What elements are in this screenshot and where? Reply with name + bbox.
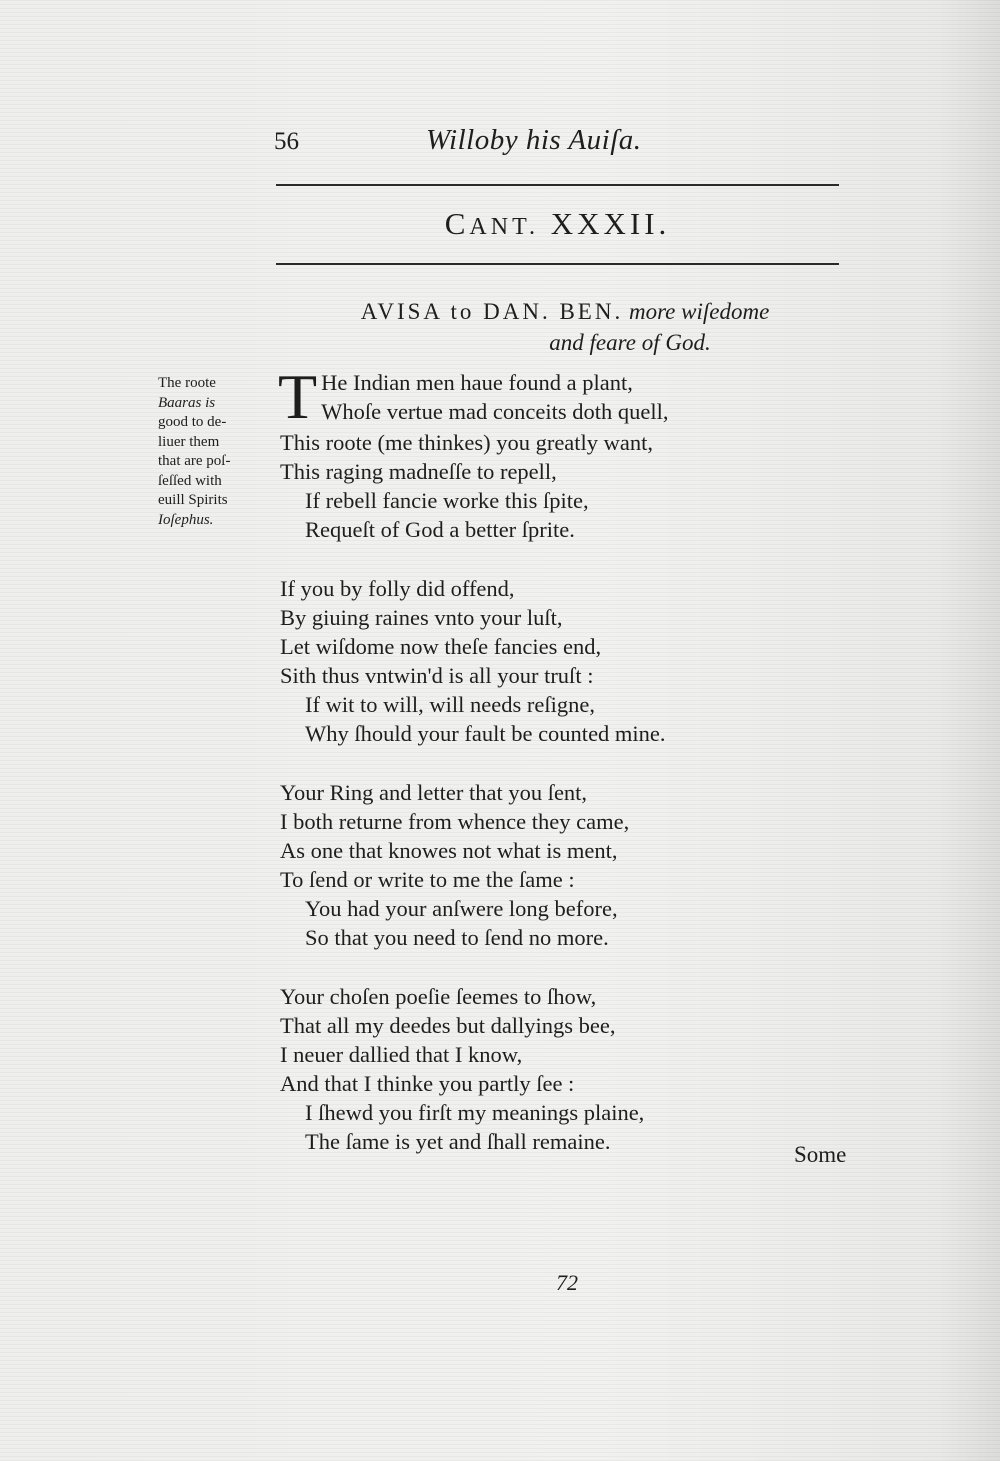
poem-line: Why ſhould your fault be counted mine. (305, 721, 666, 746)
poem-line: By giuing raines vnto your luſt, (280, 605, 563, 630)
canto-prefix-rest: ANT. (469, 214, 539, 240)
canto-prefix-cap: C (444, 206, 470, 241)
canto-heading (276, 206, 839, 242)
poem-line: I neuer dallied that I know, (280, 1042, 523, 1067)
poem-line: Let wiſdome now theſe fancies end, (280, 634, 602, 659)
stanza-2 (280, 574, 800, 748)
poem-line: As one that knowes not what is ment, (280, 838, 618, 863)
poem-line: To ſend or write to me the ſame : (280, 867, 575, 892)
poem-line: If wit to will, will needs reſigne, (305, 692, 595, 717)
poem-line: Your Ring and letter that you ſent, (280, 780, 588, 805)
margin-note-line: The roote (158, 375, 216, 391)
margin-note-line: Ioſephus. (158, 511, 214, 528)
poem-line: You had your anſwere long before, (305, 896, 618, 921)
poem-line: I both returne from whence they came, (280, 809, 630, 834)
margin-note (158, 374, 262, 530)
poem-line: I ſhewd you firſt my meanings plaine, (305, 1100, 645, 1125)
poem-line: If rebell fancie worke this ſpite, (305, 488, 589, 513)
catchword: Some (794, 1142, 847, 1167)
heading-subject-2: and feare of God. (549, 330, 711, 355)
poem-line: Whoſe vertue mad conceits doth quell, (321, 399, 669, 424)
stanza-4 (280, 982, 800, 1156)
running-title: Willoby his Auiſa. (426, 124, 642, 156)
poem-line: Requeſt of God a better ſprite. (305, 517, 575, 542)
poem-line: If you by folly did offend, (280, 576, 515, 601)
drop-cap: T (278, 361, 318, 432)
page-number: 56 (274, 128, 299, 155)
poem (278, 361, 800, 1186)
bottom-rule (276, 263, 839, 265)
heading-addressee: AVISA to DAN. BEN. (360, 299, 624, 324)
margin-note-line: liuer them (158, 433, 220, 450)
heading-subject-1: more wiſedome (628, 299, 770, 324)
heading-line-1 (300, 296, 830, 327)
footer-page-number: 72 (556, 1270, 578, 1295)
canto-number: XXXII. (550, 206, 671, 241)
top-rule (276, 184, 839, 186)
poem-line: The ſame is yet and ſhall remaine. (305, 1129, 611, 1154)
margin-note-line: euill Spirits (158, 492, 228, 508)
margin-note-line: ſeſſed with (158, 472, 222, 489)
poem-line: Your choſen poeſie ſeemes to ſhow, (280, 984, 597, 1009)
stanza-3 (280, 778, 800, 952)
poem-line: He Indian men haue found a plant, (321, 370, 633, 395)
margin-note-line: that are poſ- (158, 453, 231, 469)
poem-line: This roote (me thinkes) you greatly want, (280, 430, 654, 455)
poem-line: This raging madneſſe to repell, (280, 459, 557, 484)
running-head (274, 124, 684, 164)
poem-line: Sith thus vntwin'd is all your truſt : (280, 663, 594, 688)
margin-note-line: good to de- (158, 414, 227, 430)
poem-line: That all my deedes but dallyings bee, (280, 1013, 616, 1038)
poem-line: And that I thinke you partly ſee : (280, 1071, 575, 1096)
section-heading (300, 296, 830, 358)
poem-line: So that you need to ſend no more. (305, 925, 609, 950)
stanza-1 (278, 361, 800, 544)
margin-note-line: Baaras is (158, 394, 216, 411)
